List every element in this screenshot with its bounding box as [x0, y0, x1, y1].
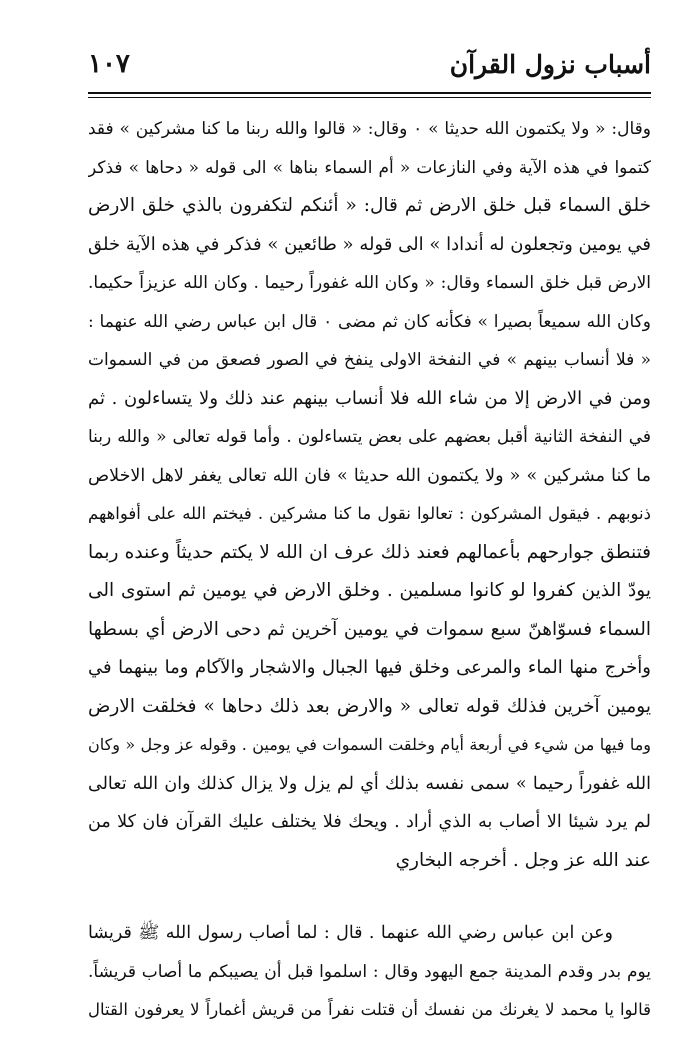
body-text [88, 110, 651, 1030]
page-number: ١٠٧ [88, 49, 130, 79]
text-line: لم يرد شيئا الا أصاب به الذي أراد . ويحك فلا يختلف عليك القرآن فان كلا من [88, 812, 651, 832]
header-rule [88, 92, 651, 98]
paragraph-gap [88, 880, 651, 914]
text-line: يودّ الذين كفروا لو كانوا مسلمين . وخلق الارض في يومين ثم استوى الى [88, 580, 651, 601]
text-line: السماء فسوّاهنّ سبع سموات في يومين آخرين ثم دحى الارض أي بسطها [88, 618, 651, 640]
text-line: قالوا يا محمد لا يغرنك من نفسك أن قتلت نفراً من قريش أغماراً لا يعرفون القتال [88, 1000, 651, 1019]
text-line: ذنوبهم . فيقول المشركون : تعالوا نقول ما كنا مشركين . فيختم الله على أفواههم [88, 504, 651, 523]
text-line: عند الله عز وجل . أخرجه البخاري [395, 849, 651, 871]
text-line: كتموا في هذه الآية وفي النازعات « أم السماء بناها » الى قوله « دحاها » فذكر [88, 157, 651, 178]
text-line: في يومين وتجعلون له أندادا » الى قوله « طائعين » فذكر في هذه الآية خلق [88, 233, 651, 255]
page-header [88, 42, 651, 86]
text-line: وعن ابن عباس رضي الله عنهما . قال : لما أصاب رسول الله ﷺ قريشا [88, 923, 613, 943]
text-line: وما فيها من شيء في أربعة أيام وخلقت السموات في يومين . وقوله عز وجل « وكان [88, 735, 651, 754]
text-line: يومين آخرين فذلك قوله تعالى « والارض بعد ذلك دحاها » فخلقت الارض [88, 695, 651, 717]
text-line: « فلا أنساب بينهم » في النفخة الاولى ينفخ في الصور فصعق من في السموات [88, 350, 651, 370]
text-line: وأخرج منها الماء والمرعى وخلق فيها الجبال والاشجار والآكام وما بينهما في [88, 657, 651, 678]
text-line: وكان الله سميعاً بصيرا » فكأنه كان ثم مضى ٠ قال ابن عباس رضي الله عنهما : [88, 311, 651, 332]
text-line: يوم بدر وقدم المدينة جمع اليهود وقال : اسلموا قبل أن يصيبكم ما أصاب قريشاً. [88, 961, 651, 982]
text-line: فتنطق جوارحهم بأعمالهم فعند ذلك عرف ان الله لا يكتم حديثاً وعنده ربما [88, 541, 651, 563]
text-line: ومن في الارض إلا من شاء الله فلا أنساب بينهم عند ذلك ولا يتساءلون . ثم [88, 387, 651, 409]
text-line: خلق السماء قبل خلق الارض ثم قال: « أئنكم لتكفرون بالذي خلق الارض [88, 195, 651, 216]
running-title: أسباب نزول القرآن [449, 49, 651, 79]
text-line: وقال: « ولا يكتمون الله حديثا » ٠ وقال: « قالوا والله ربنا ما كنا مشركين » فقد [88, 119, 651, 139]
text-line: الارض قبل خلق السماء وقال: « وكان الله غفوراً رحيما . وكان الله عزيزاً حكيما. [88, 273, 651, 293]
text-line: في النفخة الثانية أقبل بعضهم على بعض يتساءلون . وأما قوله تعالى « والله ربنا [88, 427, 651, 447]
text-line: الله غفوراً رحيما » سمى نفسه بذلك أي لم يزل ولا يزال كذلك وان الله تعالى [88, 773, 651, 794]
text-line: ما كنا مشركين » « ولا يكتمون الله حديثا » فان الله تعالى يغفر لاهل الاخلاص [88, 465, 651, 486]
